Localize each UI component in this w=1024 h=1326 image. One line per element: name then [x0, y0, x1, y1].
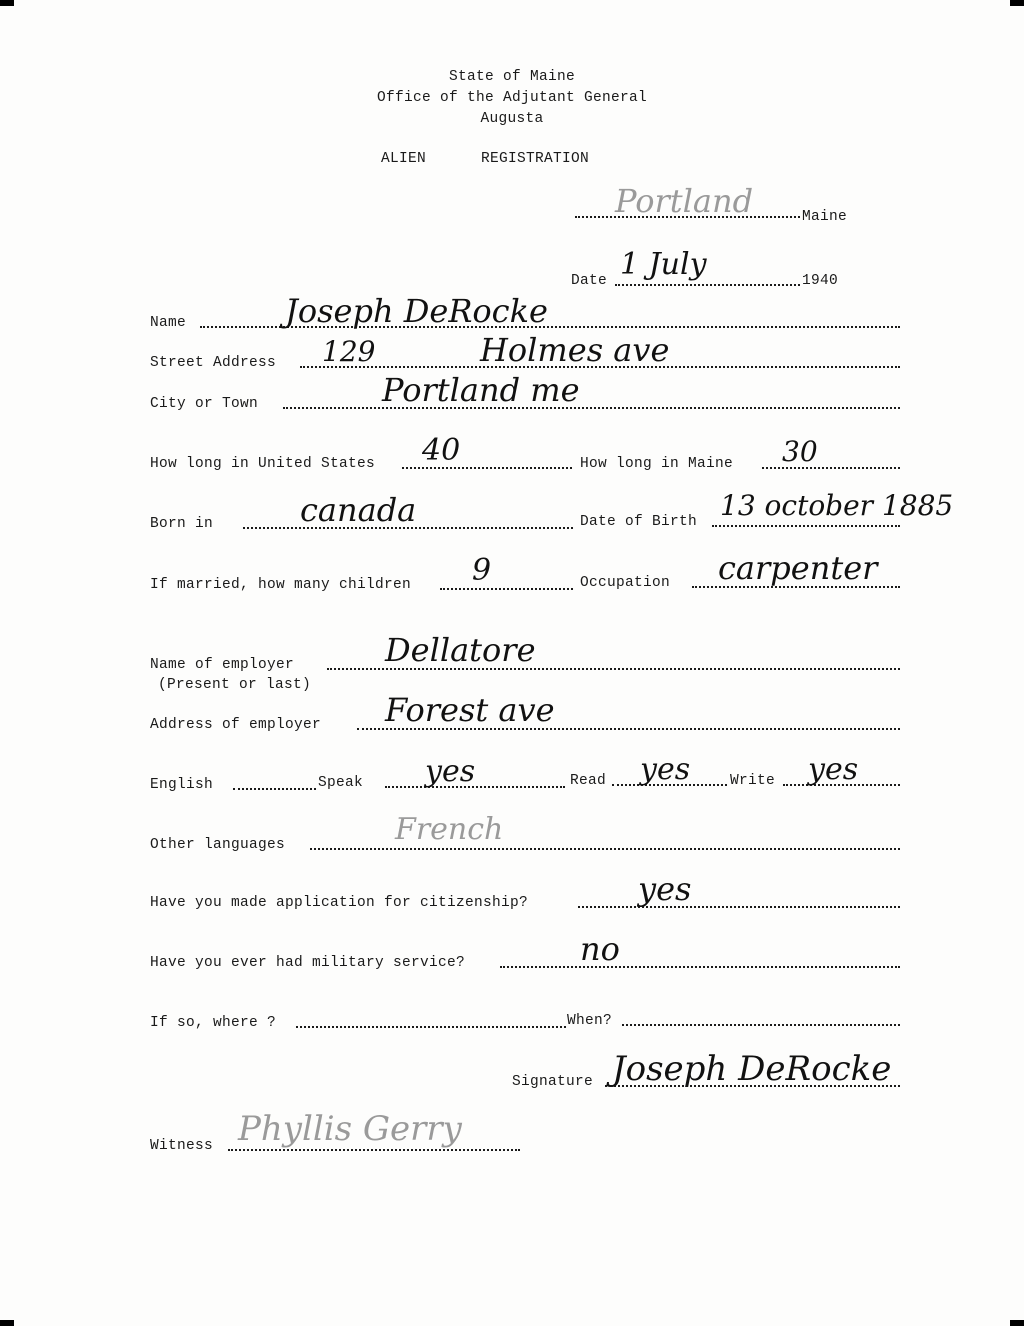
employer-value: Dellatore	[385, 631, 536, 669]
military-dots	[500, 966, 900, 968]
city-value: Portland me	[382, 371, 580, 409]
born-label: Born in	[150, 516, 214, 532]
born-value: canada	[300, 491, 417, 529]
military-value: no	[580, 930, 620, 968]
dob-label: Date of Birth	[580, 514, 698, 530]
form-title-registration: REGISTRATION	[481, 151, 590, 167]
children-label: If married, how many children	[150, 577, 412, 593]
maine-label: How long in Maine	[580, 456, 734, 472]
other-languages-value: French	[395, 812, 504, 847]
signature-value: Joseph DeRocke	[612, 1049, 892, 1089]
english-label: English	[150, 777, 214, 793]
corner-mark-tr	[1010, 0, 1024, 6]
citizenship-dots	[578, 906, 900, 908]
city-dots	[283, 407, 900, 409]
corner-mark-br	[1010, 1320, 1024, 1326]
witness-label: Witness	[150, 1138, 214, 1154]
where-label: If so, where ?	[150, 1015, 277, 1031]
witness-dots	[228, 1149, 520, 1151]
write-value: yes	[808, 752, 859, 787]
occupation-value: carpenter	[718, 549, 878, 587]
city-label: City or Town	[150, 396, 259, 412]
occupation-label: Occupation	[580, 575, 671, 591]
corner-mark-tl	[0, 0, 14, 6]
children-value: 9	[472, 553, 492, 588]
citizenship-value: yes	[638, 870, 692, 908]
street-number: 129	[322, 335, 376, 368]
speak-label: Speak	[318, 775, 364, 791]
street-label: Street Address	[150, 355, 277, 371]
citizenship-label: Have you made application for citizenship?	[150, 895, 529, 911]
when-label: When?	[567, 1013, 613, 1029]
dob-dots	[712, 525, 900, 527]
write-label: Write	[730, 773, 776, 789]
date-value: 1 July	[620, 247, 707, 282]
us-value: 40	[422, 433, 461, 468]
military-label: Have you ever had military service?	[150, 955, 466, 971]
employer-address-value: Forest ave	[385, 691, 555, 729]
date-dots	[615, 284, 800, 286]
speak-value: yes	[425, 754, 476, 789]
read-value: yes	[640, 752, 691, 787]
header-office: Office of the Adjutant General	[376, 90, 648, 106]
when-dots	[622, 1024, 900, 1026]
form-title-alien: ALIEN	[381, 151, 427, 167]
children-dots	[440, 588, 573, 590]
witness-value: Phyllis Gerry	[238, 1109, 462, 1149]
signature-label: Signature	[512, 1074, 594, 1090]
other-languages-dots	[310, 848, 900, 850]
other-languages-label: Other languages	[150, 837, 286, 853]
read-label: Read	[570, 773, 607, 789]
date-year: 1940	[802, 273, 839, 289]
maine-value: 30	[782, 435, 818, 468]
employer-sublabel: (Present or last)	[158, 677, 312, 693]
place-value: Portland	[615, 182, 754, 220]
date-label: Date	[571, 273, 608, 289]
corner-mark-bl	[0, 1320, 14, 1326]
header-state: State of Maine	[448, 69, 576, 85]
employer-address-label: Address of employer	[150, 717, 322, 733]
place-suffix: Maine	[802, 209, 848, 225]
where-dots	[296, 1026, 566, 1028]
dob-value: 13 october 1885	[720, 489, 954, 522]
header-city: Augusta	[480, 111, 544, 127]
street-name: Holmes ave	[480, 331, 670, 369]
us-label: How long in United States	[150, 456, 376, 472]
name-value: Joseph DeRocke	[285, 292, 548, 330]
name-label: Name	[150, 315, 187, 331]
employer-label: Name of employer	[150, 657, 295, 673]
english-dots	[233, 788, 316, 790]
